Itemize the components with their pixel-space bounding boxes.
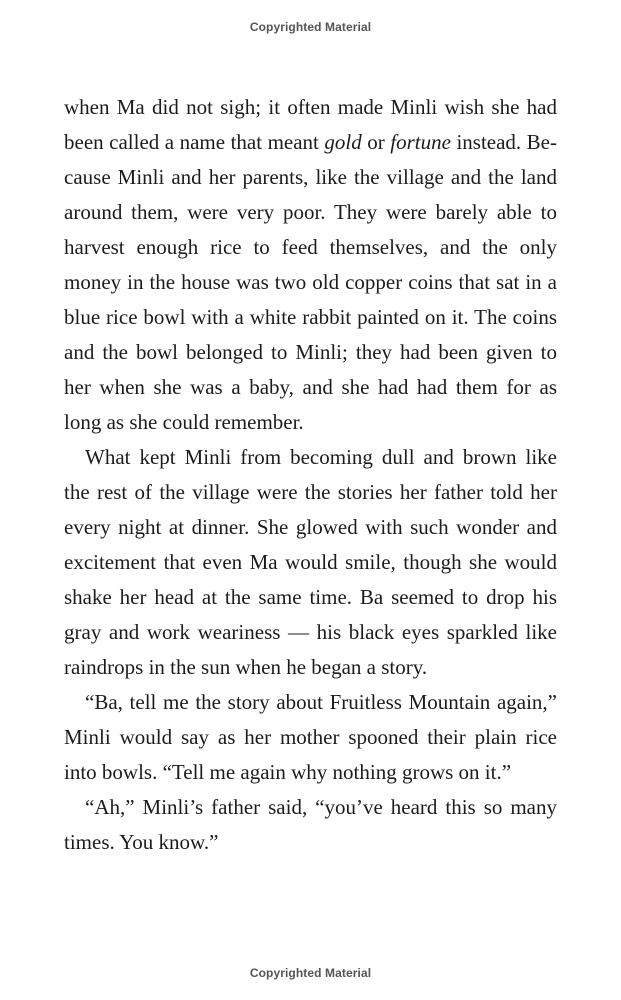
text-line: the rest of the village were the stories her father told her [64,480,557,504]
text-line: times. You know.” [64,830,219,854]
paragraph [64,790,557,860]
text-line: blue rice bowl with a white rabbit painted on it. The coins [64,305,557,329]
text-line: What kept Minli from becoming dull and brown like [85,445,557,469]
text-line: cause Minli and her parents, like the village and the land [64,165,557,189]
text-line: her when she was a baby, and she had had them for as [64,375,557,399]
text-line: gray and work weariness — his black eyes sparkled like [64,620,557,644]
paragraph [64,685,557,790]
text-line: into bowls. “Tell me again why nothing grows on it.” [64,760,512,784]
body-text [64,90,557,860]
italic-word: fortune [390,130,451,154]
text-line: excitement that even Ma would smile, though she would [64,550,557,574]
text-line: long as she could remember. [64,410,304,434]
text-line: money in the house was two old copper coins that sat in a [64,270,557,294]
text-line: “Ah,” Minli’s father said, “you’ve heard this so many [85,795,557,819]
copyright-watermark-top: Copyrighted Material [249,20,372,34]
text-line: around them, were very poor. They were barely able to [64,200,557,224]
text-line: raindrops in the sun when he began a story. [64,655,428,679]
text-line: every night at dinner. She glowed with such wonder and [64,515,557,539]
text-line: harvest enough rice to feed themselves, and the only [64,235,557,259]
text-line: and the bowl belonged to Minli; they had been given to [64,340,557,364]
paragraph [64,440,557,685]
text-line: shake her head at the same time. Ba seemed to drop his [64,585,557,609]
copyright-watermark-bottom: Copyrighted Material [249,966,372,980]
text-line: been called a name that meant gold or fortune instead. Be- [64,130,557,154]
paragraph [64,90,557,440]
text-line: when Ma did not sigh; it often made Minli wish she had [64,95,557,119]
text-line: Minli would say as her mother spooned their plain rice [64,725,557,749]
italic-word: gold [324,130,362,154]
text-line: “Ba, tell me the story about Fruitless Mountain again,” [85,690,557,714]
